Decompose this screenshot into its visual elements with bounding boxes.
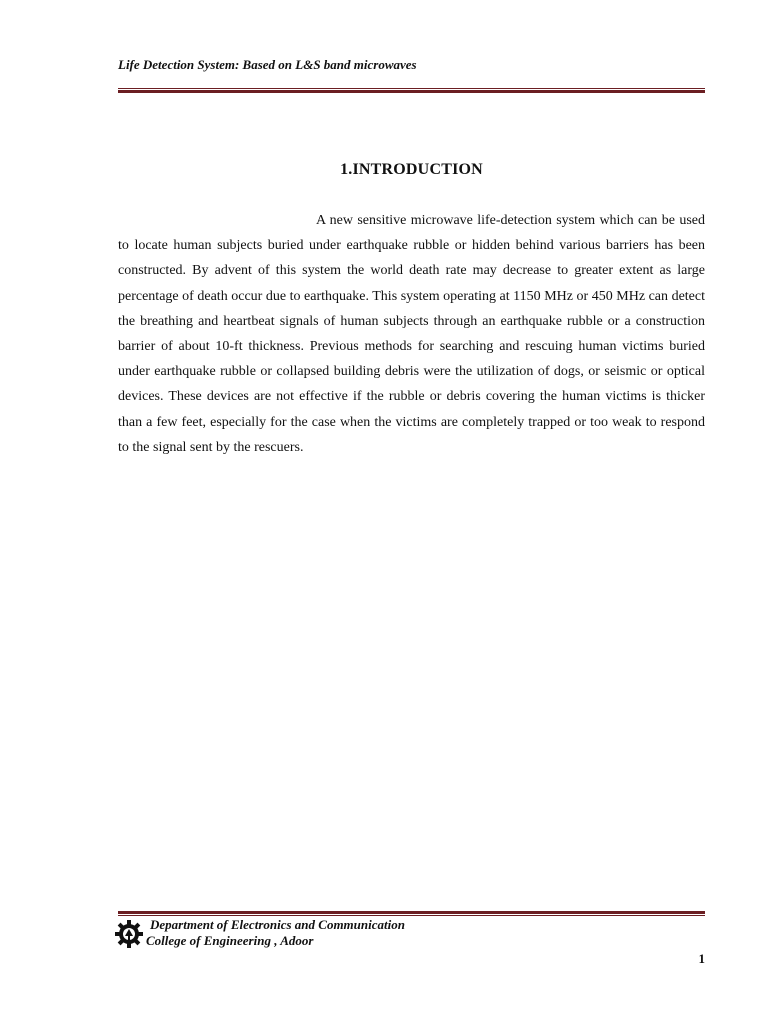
section-heading: 1.INTRODUCTION (340, 161, 483, 178)
page-number: 1 (698, 951, 705, 966)
footer-department: Department of Electronics and Communication (150, 917, 405, 932)
footer-rule-thick-line (118, 911, 705, 914)
running-header-title: Life Detection System: Based on L&S band microwaves (118, 57, 417, 72)
header-rule-thick-line (118, 90, 705, 93)
footer-rule-thin-line (118, 915, 705, 916)
header-rule-thin-line (118, 88, 705, 89)
introduction-paragraph: A new sensitive microwave life-detection system which can be used to locate human subjects buried under earthquake rubble or hidden behind various barriers has been constructed. By advent of this system the world death rate may decrease to greater extent as large percentage of death occur due to earthquake. This system operating at 1150 MHz or 450 MHz can detect the breathing and heartbeat signals of human subjects through an earthquake rubble or a construction barrier of about 10-ft thickness. Previous methods for searching and rescuing human victims buried under earthquake rubble or collapsed building debris were the utilization of dogs, or seismic or optical devices. These devices are not effective if the rubble or debris covering the human victims is thicker than a few feet, especially for the case when the victims are completely trapped or too weak to respond to the signal sent by the rescuers. (118, 213, 705, 455)
footer-college: College of Engineering , Adoor (146, 933, 314, 948)
header-rule (118, 88, 705, 93)
gear-logo-icon (114, 919, 144, 949)
footer-rule (118, 911, 705, 916)
